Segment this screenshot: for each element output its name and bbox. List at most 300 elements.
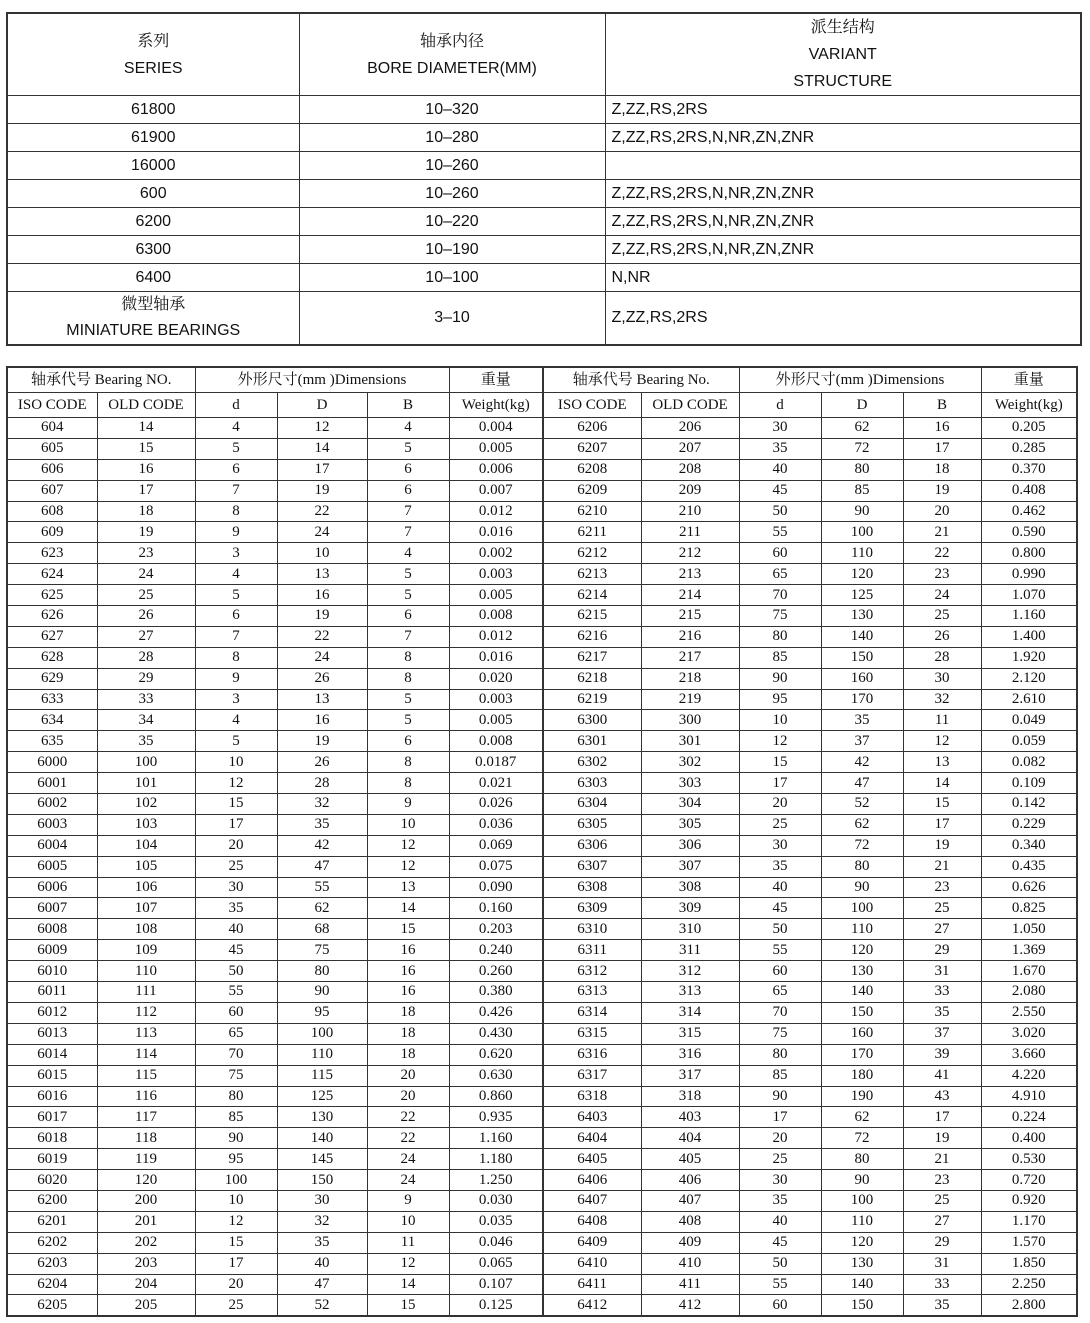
weight-cell: 0.0187 [449,752,543,773]
d-cell: 50 [739,1253,821,1274]
B-cell: 21 [903,1149,981,1170]
weight-cell: 0.090 [449,877,543,898]
weight-cell: 0.825 [981,898,1077,919]
D-cell: 26 [277,668,367,689]
bore-cell: 10–320 [299,96,605,124]
iso-code-cell: 626 [7,606,97,627]
old-code-cell: 214 [641,585,739,606]
B-cell: 19 [903,1128,981,1149]
B-cell: 31 [903,1253,981,1274]
B-cell: 33 [903,1274,981,1295]
D-cell: 42 [821,752,903,773]
D-cell: 115 [277,1065,367,1086]
weight-cell: 0.990 [981,564,1077,585]
weight-cell: 0.240 [449,940,543,961]
B-cell: 23 [903,564,981,585]
weight-cell: 1.570 [981,1232,1077,1253]
old-code-cell: 17 [97,480,195,501]
iso-code-header: ISO CODE [543,393,641,418]
bearing-no-header-right: 轴承代号 Bearing No. [543,367,739,393]
d-cell: 7 [195,626,277,647]
bearing-row [7,731,1077,752]
d-cell: 4 [195,710,277,731]
bearing-row [7,1170,1077,1191]
weight-cell: 0.860 [449,1086,543,1107]
iso-code-cell: 634 [7,710,97,731]
bearing-row [7,418,1077,439]
weight-cell: 0.008 [449,731,543,752]
D-cell: 130 [821,606,903,627]
old-code-cell: 412 [641,1295,739,1316]
D-cell: 62 [821,814,903,835]
weight-cell: 0.035 [449,1211,543,1232]
weight-cell: 0.590 [981,522,1077,543]
D-cell: 16 [277,710,367,731]
bearing-row [7,982,1077,1003]
variant-cell: Z,ZZ,RS,2RS,N,NR,ZN,ZNR [605,236,1081,264]
B-cell: 12 [367,1253,449,1274]
bearing-row [7,1065,1077,1086]
series-row [7,152,1081,180]
variant-cell [605,152,1081,180]
miniature-series-cell [7,292,299,346]
bearing-row [7,1232,1077,1253]
weight-cell: 1.170 [981,1211,1077,1232]
iso-code-cell: 6211 [543,522,641,543]
bearing-row [7,438,1077,459]
d-cell: 12 [739,731,821,752]
iso-code-cell: 6016 [7,1086,97,1107]
D-cell: 28 [277,773,367,794]
bearing-row [7,606,1077,627]
d-cell: 6 [195,459,277,480]
iso-code-cell: 6305 [543,814,641,835]
D-cell: 52 [277,1295,367,1316]
series-row [7,180,1081,208]
D-cell: 110 [821,1211,903,1232]
weight-cell: 0.020 [449,668,543,689]
iso-code-cell: 6308 [543,877,641,898]
d-cell: 4 [195,564,277,585]
iso-code-cell: 6313 [543,982,641,1003]
d-cell: 80 [739,626,821,647]
variant-header [605,13,1081,96]
series-row [7,124,1081,152]
B-cell: 22 [367,1107,449,1128]
iso-code-cell: 6014 [7,1044,97,1065]
d-cell: 8 [195,501,277,522]
series-cell: 6400 [7,264,299,292]
bearing-row [7,961,1077,982]
variant-cell: N,NR [605,264,1081,292]
D-cell: 24 [277,647,367,668]
old-code-cell: 108 [97,919,195,940]
D-cell: 100 [821,522,903,543]
d-cell: 90 [739,1086,821,1107]
d-cell: 30 [739,418,821,439]
iso-code-cell: 6314 [543,1002,641,1023]
D-cell: 170 [821,689,903,710]
B-cell: 31 [903,961,981,982]
old-code-cell: 201 [97,1211,195,1232]
weight-cell: 0.049 [981,710,1077,731]
D-cell: 22 [277,501,367,522]
d-cell: 6 [195,606,277,627]
iso-code-cell: 6218 [543,668,641,689]
series-header [7,13,299,96]
D-cell: 80 [821,856,903,877]
old-code-cell: 210 [641,501,739,522]
bearing-row [7,668,1077,689]
B-cell: 24 [367,1149,449,1170]
iso-code-cell: 6007 [7,898,97,919]
D-cell: 130 [277,1107,367,1128]
B-cell: 29 [903,940,981,961]
old-code-cell: 305 [641,814,739,835]
weight-cell: 0.370 [981,459,1077,480]
weight-cell: 0.380 [449,982,543,1003]
weight-cell: 0.260 [449,961,543,982]
B-cell: 5 [367,564,449,585]
B-cell: 18 [903,459,981,480]
bearing-row [7,1253,1077,1274]
weight-cell: 0.006 [449,459,543,480]
weight-cell: 2.120 [981,668,1077,689]
d-header: d [739,393,821,418]
D-cell: 90 [277,982,367,1003]
bearing-row [7,1190,1077,1211]
B-cell: 5 [367,585,449,606]
old-code-cell: 218 [641,668,739,689]
D-cell: 150 [821,647,903,668]
old-code-header: OLD CODE [97,393,195,418]
series-cell: 61900 [7,124,299,152]
D-cell: 17 [277,459,367,480]
old-code-cell: 102 [97,794,195,815]
iso-code-cell: 6214 [543,585,641,606]
old-code-cell: 120 [97,1170,195,1191]
weight-cell: 2.800 [981,1295,1077,1316]
variant-cell: Z,ZZ,RS,2RS,N,NR,ZN,ZNR [605,180,1081,208]
iso-code-cell: 6301 [543,731,641,752]
d-cell: 40 [739,1211,821,1232]
D-cell: 100 [821,1190,903,1211]
d-cell: 55 [739,522,821,543]
B-cell: 16 [367,940,449,961]
D-cell: 145 [277,1149,367,1170]
B-cell: 17 [903,814,981,835]
series-row [7,208,1081,236]
iso-code-cell: 6306 [543,835,641,856]
weight-cell: 1.180 [449,1149,543,1170]
B-cell: 25 [903,606,981,627]
bearing-row [7,919,1077,940]
iso-code-cell: 6002 [7,794,97,815]
iso-code-cell: 6010 [7,961,97,982]
D-cell: 130 [821,1253,903,1274]
B-cell: 15 [903,794,981,815]
bearing-row [7,1107,1077,1128]
old-code-cell: 316 [641,1044,739,1065]
B-cell: 43 [903,1086,981,1107]
B-cell: 24 [903,585,981,606]
weight-cell: 0.935 [449,1107,543,1128]
old-code-cell: 302 [641,752,739,773]
bearing-row [7,501,1077,522]
iso-code-cell: 6020 [7,1170,97,1191]
d-cell: 10 [195,752,277,773]
dimensions-header-right: 外形尺寸(mm )Dimensions [739,367,981,393]
iso-code-cell: 6206 [543,418,641,439]
weight-cell: 0.229 [981,814,1077,835]
weight-cell: 0.005 [449,710,543,731]
B-cell: 32 [903,689,981,710]
d-cell: 45 [739,898,821,919]
D-cell: 32 [277,794,367,815]
D-cell: 13 [277,564,367,585]
D-cell: 75 [277,940,367,961]
bearing-row [7,835,1077,856]
old-code-cell: 307 [641,856,739,877]
iso-code-cell: 609 [7,522,97,543]
d-cell: 45 [739,480,821,501]
weight-cell: 0.005 [449,585,543,606]
B-cell: 27 [903,919,981,940]
B-cell: 17 [903,438,981,459]
old-code-cell: 409 [641,1232,739,1253]
B-cell: 35 [903,1295,981,1316]
D-cell: 160 [821,1023,903,1044]
iso-code-cell: 604 [7,418,97,439]
series-row [7,236,1081,264]
d-cell: 15 [739,752,821,773]
iso-code-cell: 6406 [543,1170,641,1191]
B-cell: 19 [903,480,981,501]
d-cell: 30 [739,1170,821,1191]
weight-cell: 0.620 [449,1044,543,1065]
old-code-cell: 112 [97,1002,195,1023]
B-header: B [903,393,981,418]
D-cell: 160 [821,668,903,689]
d-cell: 12 [195,773,277,794]
bearing-row [7,940,1077,961]
variant-header-en1: VARIANT [808,46,877,63]
D-cell: 90 [821,1170,903,1191]
B-cell: 19 [903,835,981,856]
bore-cell: 10–100 [299,264,605,292]
D-cell: 125 [277,1086,367,1107]
variant-header-cn: 派生结构 [810,19,875,36]
old-code-cell: 308 [641,877,739,898]
iso-code-cell: 608 [7,501,97,522]
bearing-row [7,856,1077,877]
B-cell: 5 [367,710,449,731]
old-code-cell: 23 [97,543,195,564]
series-row [7,96,1081,124]
old-code-cell: 114 [97,1044,195,1065]
B-header: B [367,393,449,418]
d-cell: 65 [739,982,821,1003]
iso-code-cell: 6216 [543,626,641,647]
weight-header: Weight(kg) [981,393,1077,418]
d-header: d [195,393,277,418]
old-code-cell: 105 [97,856,195,877]
weight-cell: 0.075 [449,856,543,877]
iso-code-cell: 6315 [543,1023,641,1044]
D-cell: 110 [277,1044,367,1065]
iso-code-cell: 6204 [7,1274,97,1295]
old-code-cell: 216 [641,626,739,647]
variant-header-en2: STRUCTURE [793,73,893,90]
bore-cell: 10–260 [299,180,605,208]
D-cell: 140 [821,626,903,647]
iso-code-cell: 6201 [7,1211,97,1232]
weight-cell: 0.002 [449,543,543,564]
d-cell: 4 [195,418,277,439]
old-code-cell: 202 [97,1232,195,1253]
old-code-cell: 27 [97,626,195,647]
d-cell: 45 [739,1232,821,1253]
iso-code-cell: 635 [7,731,97,752]
iso-code-cell: 623 [7,543,97,564]
bore-cell: 10–280 [299,124,605,152]
d-cell: 20 [739,1128,821,1149]
D-cell: 90 [821,877,903,898]
variant-cell: Z,ZZ,RS,2RS,N,NR,ZN,ZNR [605,124,1081,152]
weight-cell: 0.069 [449,835,543,856]
old-code-cell: 310 [641,919,739,940]
d-cell: 15 [195,1232,277,1253]
old-code-cell: 25 [97,585,195,606]
D-header: D [821,393,903,418]
old-code-cell: 33 [97,689,195,710]
weight-cell: 0.004 [449,418,543,439]
variant-cell: Z,ZZ,RS,2RS,N,NR,ZN,ZNR [605,208,1081,236]
iso-code-cell: 6213 [543,564,641,585]
weight-cell: 0.008 [449,606,543,627]
weight-cell: 3.660 [981,1044,1077,1065]
iso-code-cell: 607 [7,480,97,501]
d-cell: 95 [739,689,821,710]
weight-cell: 0.016 [449,522,543,543]
D-cell: 40 [277,1253,367,1274]
bearing-row [7,814,1077,835]
weight-cell: 1.160 [449,1128,543,1149]
miniature-row [7,292,1081,346]
d-cell: 35 [739,1190,821,1211]
D-cell: 100 [821,898,903,919]
d-cell: 90 [739,668,821,689]
B-cell: 15 [367,1295,449,1316]
series-table [6,12,1082,346]
B-cell: 7 [367,626,449,647]
d-cell: 85 [739,647,821,668]
D-cell: 120 [821,1232,903,1253]
D-cell: 72 [821,835,903,856]
iso-code-cell: 6309 [543,898,641,919]
bearing-no-header-left: 轴承代号 Bearing NO. [7,367,195,393]
D-cell: 190 [821,1086,903,1107]
D-cell: 80 [277,961,367,982]
bearing-row [7,1211,1077,1232]
weight-header: Weight(kg) [449,393,543,418]
weight-cell: 0.065 [449,1253,543,1274]
d-cell: 10 [739,710,821,731]
weight-cell: 0.021 [449,773,543,794]
iso-code-cell: 6318 [543,1086,641,1107]
d-cell: 65 [195,1023,277,1044]
iso-code-cell: 633 [7,689,97,710]
series-cell: 6300 [7,236,299,264]
miniature-variant-cell: Z,ZZ,RS,2RS [605,292,1081,346]
d-cell: 90 [195,1128,277,1149]
D-cell: 35 [277,814,367,835]
D-cell: 19 [277,606,367,627]
d-cell: 25 [195,1295,277,1316]
weight-cell: 1.400 [981,626,1077,647]
weight-cell: 0.007 [449,480,543,501]
old-code-cell: 206 [641,418,739,439]
D-cell: 24 [277,522,367,543]
D-cell: 62 [277,898,367,919]
old-code-cell: 311 [641,940,739,961]
series-cell: 16000 [7,152,299,180]
old-code-cell: 212 [641,543,739,564]
old-code-cell: 306 [641,835,739,856]
old-code-cell: 407 [641,1190,739,1211]
B-cell: 9 [367,794,449,815]
iso-code-cell: 6003 [7,814,97,835]
d-cell: 70 [739,585,821,606]
B-cell: 10 [367,814,449,835]
old-code-cell: 300 [641,710,739,731]
old-code-cell: 208 [641,459,739,480]
D-cell: 140 [821,1274,903,1295]
old-code-cell: 113 [97,1023,195,1044]
bearing-row [7,794,1077,815]
bearing-row [7,564,1077,585]
B-cell: 6 [367,480,449,501]
weight-cell: 0.003 [449,689,543,710]
D-cell: 42 [277,835,367,856]
d-cell: 30 [739,835,821,856]
bearing-row [7,585,1077,606]
B-cell: 21 [903,856,981,877]
iso-code-cell: 6017 [7,1107,97,1128]
d-cell: 5 [195,585,277,606]
d-cell: 80 [739,1044,821,1065]
B-cell: 14 [903,773,981,794]
weight-cell: 1.160 [981,606,1077,627]
weight-cell: 0.426 [449,1002,543,1023]
weight-cell: 0.030 [449,1190,543,1211]
weight-cell: 0.435 [981,856,1077,877]
d-cell: 20 [195,835,277,856]
d-cell: 60 [195,1002,277,1023]
weight-cell: 0.012 [449,501,543,522]
bearing-row [7,522,1077,543]
d-cell: 70 [195,1044,277,1065]
iso-code-cell: 627 [7,626,97,647]
iso-code-cell: 6009 [7,940,97,961]
old-code-cell: 312 [641,961,739,982]
old-code-cell: 100 [97,752,195,773]
d-cell: 75 [195,1065,277,1086]
B-cell: 41 [903,1065,981,1086]
bearing-row [7,1002,1077,1023]
D-cell: 16 [277,585,367,606]
old-code-cell: 116 [97,1086,195,1107]
